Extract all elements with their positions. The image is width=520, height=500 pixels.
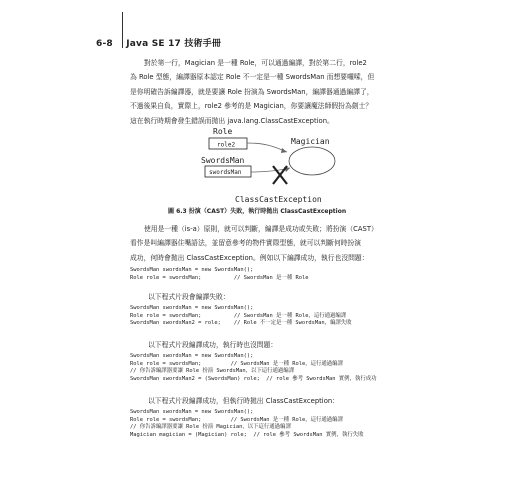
lead-text-2: 以下程式片段會編譯失敗： xyxy=(148,293,230,301)
magician-label: Magician xyxy=(291,137,330,146)
code-line: SwordsMan swordsMan2 = role; // Role 不一定是一種 SwordsMan，編譯失敗 xyxy=(130,320,352,327)
code-block-1 xyxy=(130,267,308,282)
code-line: SwordsMan swordsMan = new SwordsMan(); xyxy=(130,353,254,359)
code-block-2 xyxy=(130,305,352,328)
lead-text-3: 以下程式片段編譯成功，執行時也沒問題： xyxy=(148,341,278,349)
paragraph-line: 不過後果自負，實際上，role2 參考的是 Magician，你要讓魔法師假扮為劍士？ xyxy=(130,102,373,111)
role-arrow xyxy=(247,143,287,152)
paragraph-1 xyxy=(130,56,430,128)
book-title: Java SE 17 技術手冊 xyxy=(126,39,222,49)
code-line: SwordsMan swordsMan = new SwordsMan(); xyxy=(130,305,254,311)
code-line: // 你告訴編譯器要讓 Role 扮演 SwordsMan，以下這行通過編譯 xyxy=(130,368,295,375)
code-block-3 xyxy=(130,353,377,383)
swordsman-ref-label: swordsMan xyxy=(209,169,242,176)
paragraph-line: 為 Role 型態，編譯器原本認定 Role 不一定是一種 SwordsMan 而想要囉嗦，但 xyxy=(130,73,375,82)
paragraph-line: 這在執行時期會發生錯誤而拋出 java.lang.ClassCastException。 xyxy=(130,116,334,125)
cast-failure-diagram xyxy=(195,124,375,206)
role-label: Role xyxy=(213,127,233,136)
paragraph-2 xyxy=(130,222,430,265)
paragraph-line: 看作是叫編譯器住嘴語法，並留意參考的物件實際型態，就可以判斷何時扮演 xyxy=(130,239,362,248)
swordsman-label: SwordsMan xyxy=(201,156,245,165)
code-line: Role role = swordsMan; // SwordsMan 是一種 Role xyxy=(130,274,309,281)
code-line: Role role = swordsMan; // SwordsMan 是一種 Role，這行通過編譯 xyxy=(130,360,343,367)
code-line: SwordsMan swordsMan = new SwordsMan(); xyxy=(130,409,254,415)
paragraph-line: 對於第一行，Magician 是一種 Role，可以通過編譯，對於第二行，role2 xyxy=(144,59,367,67)
role-arrowhead xyxy=(281,148,287,153)
figure-caption: 圖 6.3 扮演（CAST）失敗，執行時拋出 ClassCastException xyxy=(168,208,347,215)
paragraph-line: 成功，何時會拋出 ClassCastException。例如以下編譯成功，執行也沒問題： xyxy=(130,253,369,262)
code-line: SwordsMan swordsMan2 = (SwordsMan) role; // role 參考 SwordsMan 實例，執行成功 xyxy=(130,375,377,382)
paragraph-line: 使用是一種（is-a）原則，就可以判斷，編譯是成功或失敗；將扮演（CAST） xyxy=(144,225,378,233)
page-number: 6-8 xyxy=(96,39,113,49)
code-line: Role role = swordsMan; // SwordsMan 是一種 Role，這行通過編譯 xyxy=(130,416,343,423)
code-line: SwordsMan swordsMan = new SwordsMan(); xyxy=(130,267,254,273)
exception-label: ClassCastException xyxy=(235,195,322,204)
code-line: // 你告訴編譯器要讓 Role 扮演 Magician，以下這行通過編譯 xyxy=(130,424,291,431)
lead-text-4: 以下程式片段編譯成功，但執行時拋出 ClassCastException： xyxy=(148,397,339,405)
page-header xyxy=(96,36,221,49)
code-block-4 xyxy=(130,409,364,439)
magician-object xyxy=(289,147,335,175)
code-line: Magician magician = (Magician) role; // role 參考 SwordsMan 實例，執行失敗 xyxy=(130,431,364,438)
paragraph-line: 是你明確告訴編譯器，就是要讓 Role 扮演為 SwordsMan，編譯器通過編譯了， xyxy=(130,87,374,96)
code-line: Role role = swordsMan; // SwordsMan 是一種 Role，這行通過編譯 xyxy=(130,312,347,319)
role-ref-label: role2 xyxy=(217,141,236,149)
